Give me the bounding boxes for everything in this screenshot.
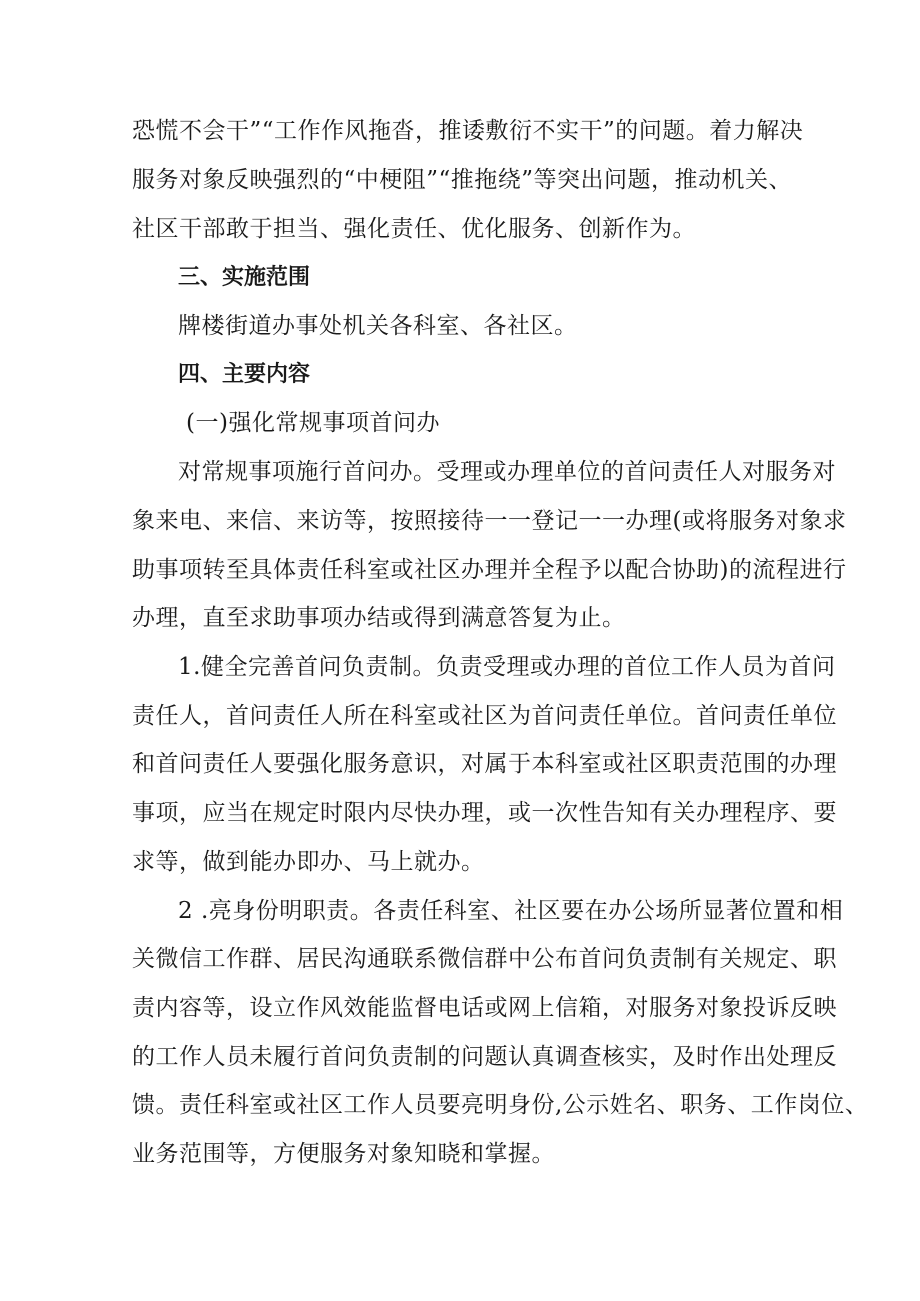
- paragraph-first-line: 1.健全完善首问负责制。负责受理或办理的首位工作人员为首问: [178, 654, 836, 680]
- text-line: 馈。责任科室或社区工作人员要亮明身份,公示姓名、职务、工作岗位、: [132, 1092, 869, 1118]
- text-line: 关微信工作群、居民沟通联系微信群中公布首问负责制有关规定、职: [132, 946, 837, 972]
- text-line: 责内容等，设立作风效能监督电话或网上信箱，对服务对象投诉反映: [132, 995, 837, 1021]
- text-line: 象来电、来信、来访等，按照接待一一登记一一办理(或将服务对象求: [132, 508, 847, 534]
- text-line: 牌楼街道办事处机关各科室、各社区。: [178, 313, 578, 339]
- text-line: 恐慌不会干”“工作作风拖沓，推诿敷衍不实干”的问题。着力解决: [132, 118, 804, 144]
- section-heading-content: 四、主要内容: [178, 362, 311, 387]
- text-line: 的工作人员未履行首问负责制的问题认真调查核实，及时作出处理反: [132, 1044, 837, 1070]
- text-line: 助事项转至具体责任科室或社区办理并全程予以配合协助)的流程进行: [132, 557, 847, 583]
- text-line: 服务对象反映强烈的“中梗阻”“推拖绕”等突出问题，推动机关、: [132, 167, 793, 193]
- paragraph-first-line: 对常规事项施行首问办。受理或办理单位的首问责任人对服务对: [178, 459, 836, 485]
- subsection-heading: (一)强化常规事项首问办: [186, 410, 440, 436]
- text-line: 社区干部敢于担当、强化责任、优化服务、创新作为。: [132, 216, 696, 242]
- text-line: 事项，应当在规定时限内尽快办理，或一次性告知有关办理程序、要: [132, 800, 837, 826]
- text-line: 责任人，首问责任人所在科室或社区为首问责任单位。首问责任单位: [132, 703, 837, 729]
- section-heading-scope: 三、实施范围: [178, 265, 311, 290]
- text-line: 办理，直至求助事项办结或得到满意答复为止。: [132, 605, 626, 631]
- text-line: 求等，做到能办即办、马上就办。: [132, 849, 485, 875]
- text-line: 业务范围等，方便服务对象知晓和掌握。: [132, 1141, 555, 1167]
- text-line: 和首问责任人要强化服务意识，对属于本科室或社区职责范围的办理: [132, 751, 837, 777]
- paragraph-first-line: 2 .亮身份明职责。各责任科室、社区要在办公场所显著位置和相: [178, 898, 844, 924]
